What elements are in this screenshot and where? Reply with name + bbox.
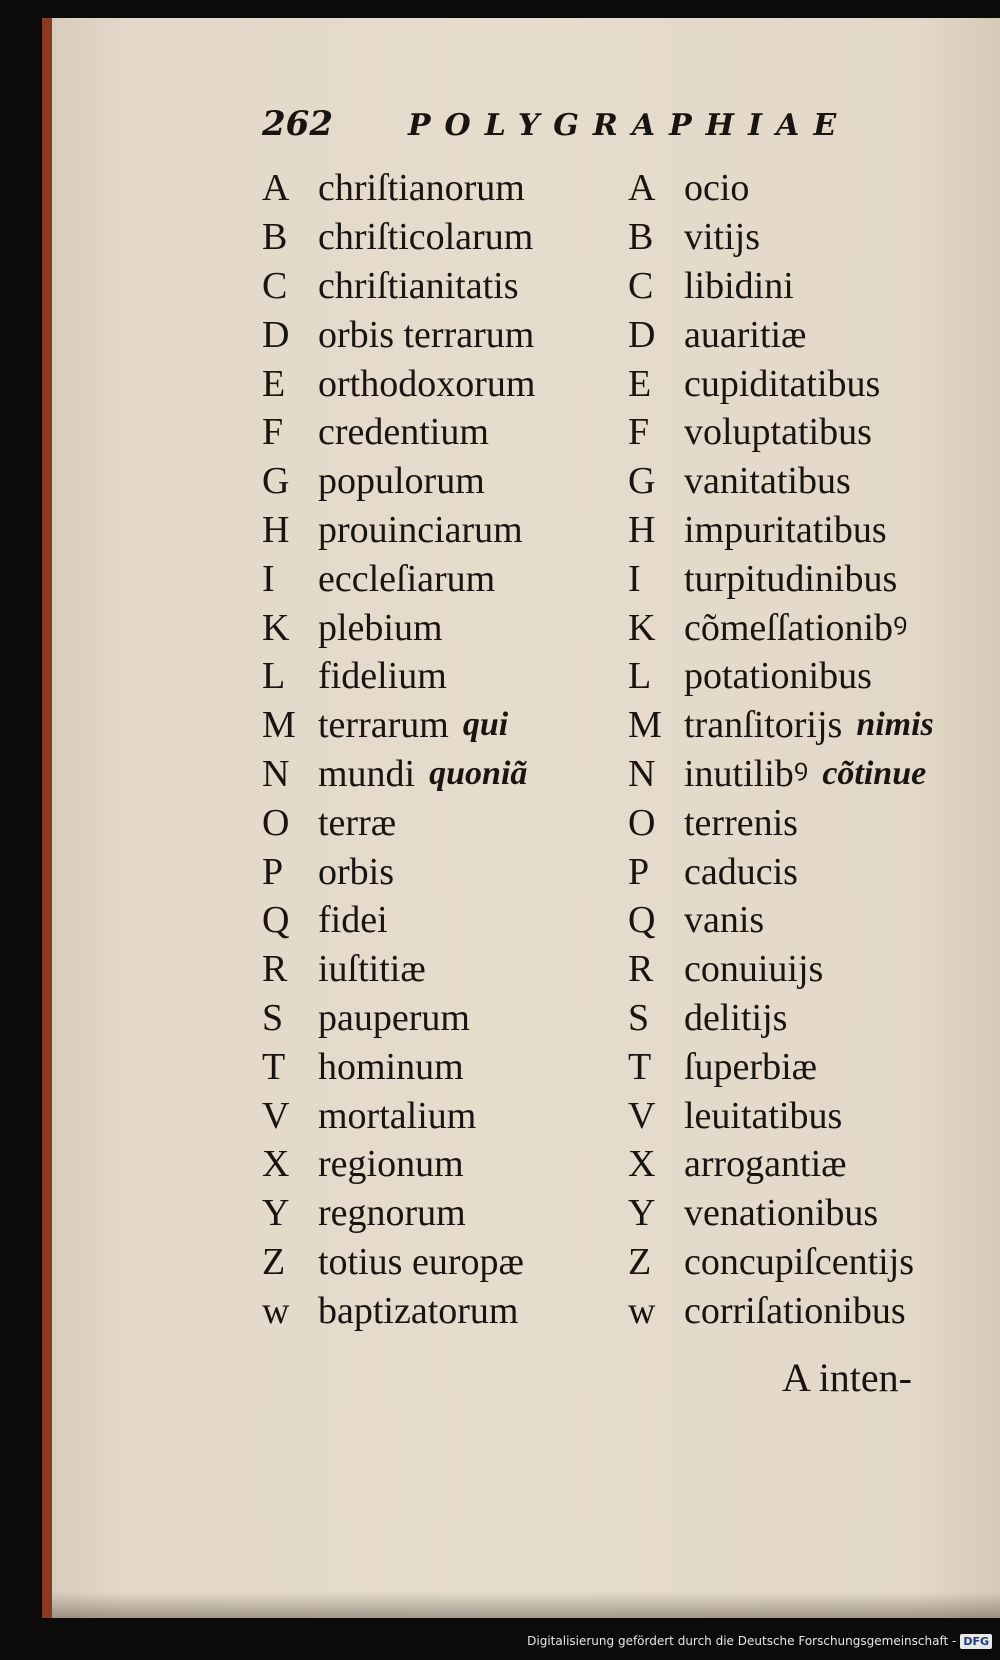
cipher-word: mortalium xyxy=(318,1094,477,1137)
right-cipher-row xyxy=(628,359,1000,408)
right-cipher-row xyxy=(628,506,1000,555)
right-cipher-row xyxy=(628,1140,1000,1189)
digitization-footer xyxy=(527,1630,992,1652)
italic-connective: quoniã xyxy=(429,754,528,792)
right-cipher-row xyxy=(628,1286,1000,1335)
cipher-word: auaritiæ xyxy=(684,313,807,356)
right-cipher-row xyxy=(628,310,1000,359)
book-page xyxy=(42,18,1000,1618)
cipher-letter: w xyxy=(628,1289,656,1332)
cipher-word: turpitudinibus xyxy=(684,557,898,600)
right-cipher-row xyxy=(628,847,1000,896)
cipher-word: chriſticolarum xyxy=(318,216,534,259)
right-cipher-row xyxy=(628,945,1000,994)
cipher-word: prouinciarum xyxy=(318,508,523,551)
cipher-word: credentium xyxy=(318,411,489,454)
right-cipher-row xyxy=(628,994,1000,1043)
right-cipher-row xyxy=(628,1091,1000,1140)
cipher-letter: Q xyxy=(628,899,656,942)
left-cipher-row xyxy=(262,457,622,506)
italic-connective: nimis xyxy=(856,706,934,744)
cipher-letter: S xyxy=(628,996,650,1039)
cipher-letter: X xyxy=(628,1143,656,1186)
cipher-word: chriſtianitatis xyxy=(318,264,519,307)
italic-connective: qui xyxy=(462,706,509,744)
cipher-word: tranſitorijs xyxy=(684,704,843,747)
right-cipher-row xyxy=(628,262,1000,311)
cipher-letter: T xyxy=(262,1045,286,1088)
cipher-letter: V xyxy=(628,1094,656,1137)
right-cipher-row xyxy=(628,701,1000,750)
right-cipher-row xyxy=(628,798,1000,847)
left-cipher-row xyxy=(262,1091,622,1140)
cipher-letter: A xyxy=(628,167,656,210)
cipher-word: delitijs xyxy=(684,996,788,1039)
cipher-word: eccleſiarum xyxy=(318,557,496,600)
left-cipher-row xyxy=(262,408,622,457)
left-cipher-column xyxy=(262,164,622,1335)
cipher-word: libidini xyxy=(684,264,794,307)
dfg-logo: DFG xyxy=(960,1634,992,1649)
left-cipher-row xyxy=(262,701,622,750)
right-cipher-row xyxy=(628,213,1000,262)
left-cipher-row xyxy=(262,945,622,994)
left-cipher-row xyxy=(262,652,622,701)
cipher-letter: L xyxy=(628,655,652,698)
cipher-word: voluptatibus xyxy=(684,411,872,454)
cipher-word: totius europæ xyxy=(318,1240,524,1283)
left-cipher-row xyxy=(262,994,622,1043)
cipher-word: venationibus xyxy=(684,1192,879,1235)
cipher-word: terrenis xyxy=(684,801,798,844)
cipher-letter: N xyxy=(628,752,656,795)
cipher-letter: Z xyxy=(628,1240,652,1283)
cipher-word: cõmeſſationibꝰ xyxy=(684,606,908,649)
page-number: 262 xyxy=(262,104,333,144)
cipher-word: orbis terrarum xyxy=(318,313,535,356)
left-cipher-row xyxy=(262,213,622,262)
cipher-letter: B xyxy=(628,216,654,259)
left-cipher-row xyxy=(262,554,622,603)
cipher-word: ocio xyxy=(684,167,750,210)
right-cipher-row xyxy=(628,1042,1000,1091)
cipher-letter: V xyxy=(262,1094,290,1137)
cipher-word: caducis xyxy=(684,850,798,893)
right-cipher-row xyxy=(628,408,1000,457)
left-cipher-row xyxy=(262,1042,622,1091)
cipher-word: ſuperbiæ xyxy=(684,1045,817,1088)
cipher-letter: M xyxy=(262,704,296,747)
cipher-letter: M xyxy=(628,704,662,747)
cipher-word: fidei xyxy=(318,899,388,942)
cipher-letter: D xyxy=(628,313,656,356)
cipher-word: orbis xyxy=(318,850,394,893)
cipher-word: cupiditatibus xyxy=(684,362,881,405)
cipher-letter: R xyxy=(628,948,654,991)
cipher-word: populorum xyxy=(318,460,485,503)
cipher-letter: L xyxy=(262,655,286,698)
left-cipher-row xyxy=(262,1286,622,1335)
right-cipher-row xyxy=(628,603,1000,652)
cipher-letter: G xyxy=(262,460,290,503)
cipher-word: pauperum xyxy=(318,996,470,1039)
cipher-letter: F xyxy=(262,411,284,454)
left-cipher-row xyxy=(262,896,622,945)
left-cipher-row xyxy=(262,262,622,311)
cipher-word: mundi xyxy=(318,752,416,795)
cipher-word: concupiſcentijs xyxy=(684,1240,915,1283)
cipher-letter: N xyxy=(262,752,290,795)
cipher-letter: Z xyxy=(262,1240,286,1283)
left-cipher-row xyxy=(262,1140,622,1189)
cipher-letter: X xyxy=(262,1143,290,1186)
cipher-letter: B xyxy=(262,216,288,259)
left-cipher-row xyxy=(262,798,622,847)
cipher-letter: I xyxy=(262,557,275,600)
left-cipher-row xyxy=(262,359,622,408)
left-cipher-row xyxy=(262,750,622,799)
cipher-word: baptizatorum xyxy=(318,1289,519,1332)
right-cipher-row xyxy=(628,750,1000,799)
cipher-word: vanis xyxy=(684,899,765,942)
cipher-letter: K xyxy=(262,606,290,649)
cipher-letter: H xyxy=(262,508,290,551)
cipher-letter: P xyxy=(262,850,284,893)
italic-connective: cõtinue xyxy=(822,754,927,792)
page-header xyxy=(262,104,862,154)
cipher-letter: D xyxy=(262,313,290,356)
left-cipher-row xyxy=(262,847,622,896)
left-cipher-row xyxy=(262,1238,622,1287)
cipher-letter: O xyxy=(262,801,290,844)
cipher-word: potationibus xyxy=(684,655,872,698)
cipher-letter: Y xyxy=(628,1192,656,1235)
cipher-word: terræ xyxy=(318,801,397,844)
right-cipher-row xyxy=(628,457,1000,506)
right-cipher-row xyxy=(628,1189,1000,1238)
cipher-letter: K xyxy=(628,606,656,649)
cipher-word: vanitatibus xyxy=(684,460,851,503)
cipher-letter: T xyxy=(628,1045,652,1088)
cipher-word: terrarum xyxy=(318,704,449,747)
cipher-letter: R xyxy=(262,948,288,991)
cipher-word: hominum xyxy=(318,1045,464,1088)
cipher-word: plebium xyxy=(318,606,443,649)
cipher-letter: S xyxy=(262,996,284,1039)
cipher-letter: H xyxy=(628,508,656,551)
right-cipher-row xyxy=(628,554,1000,603)
footer-credit: Digitalisierung gefördert durch die Deutsche Forschungsgemeinschaft - xyxy=(527,1634,957,1648)
cipher-letter: Q xyxy=(262,899,290,942)
right-cipher-row xyxy=(628,652,1000,701)
cipher-letter: I xyxy=(628,557,641,600)
left-cipher-row xyxy=(262,506,622,555)
catchword: A inten- xyxy=(782,1355,912,1400)
cipher-word: iuſtitiæ xyxy=(318,948,426,991)
left-cipher-row xyxy=(262,1189,622,1238)
right-cipher-row xyxy=(628,1238,1000,1287)
cipher-letter: A xyxy=(262,167,290,210)
cipher-letter: w xyxy=(262,1289,290,1332)
left-cipher-row xyxy=(262,603,622,652)
cipher-word: fidelium xyxy=(318,655,447,698)
right-cipher-column xyxy=(628,164,1000,1335)
cipher-word: orthodoxorum xyxy=(318,362,536,405)
cipher-letter: C xyxy=(628,264,654,307)
left-cipher-row xyxy=(262,310,622,359)
cipher-letter: E xyxy=(262,362,286,405)
right-cipher-row xyxy=(628,896,1000,945)
right-cipher-row xyxy=(628,164,1000,213)
cipher-word: conuiuijs xyxy=(684,948,824,991)
left-cipher-row xyxy=(262,164,622,213)
cipher-word: inutilibꝰ xyxy=(684,752,809,795)
cipher-word: chriſtianorum xyxy=(318,167,525,210)
cipher-word: regnorum xyxy=(318,1192,466,1235)
cipher-word: impuritatibus xyxy=(684,508,887,551)
cipher-letter: C xyxy=(262,264,288,307)
cipher-letter: E xyxy=(628,362,652,405)
cipher-word: leuitatibus xyxy=(684,1094,843,1137)
running-head: POLYGRAPHIAE xyxy=(408,108,851,143)
cipher-word: vitijs xyxy=(684,216,761,259)
cipher-letter: F xyxy=(628,411,650,454)
cipher-letter: O xyxy=(628,801,656,844)
cipher-word: arrogantiæ xyxy=(684,1143,847,1186)
cipher-letter: G xyxy=(628,460,656,503)
cipher-word: corriſationibus xyxy=(684,1289,906,1332)
cipher-word: regionum xyxy=(318,1143,464,1186)
cipher-letter: P xyxy=(628,850,650,893)
cipher-letter: Y xyxy=(262,1192,290,1235)
